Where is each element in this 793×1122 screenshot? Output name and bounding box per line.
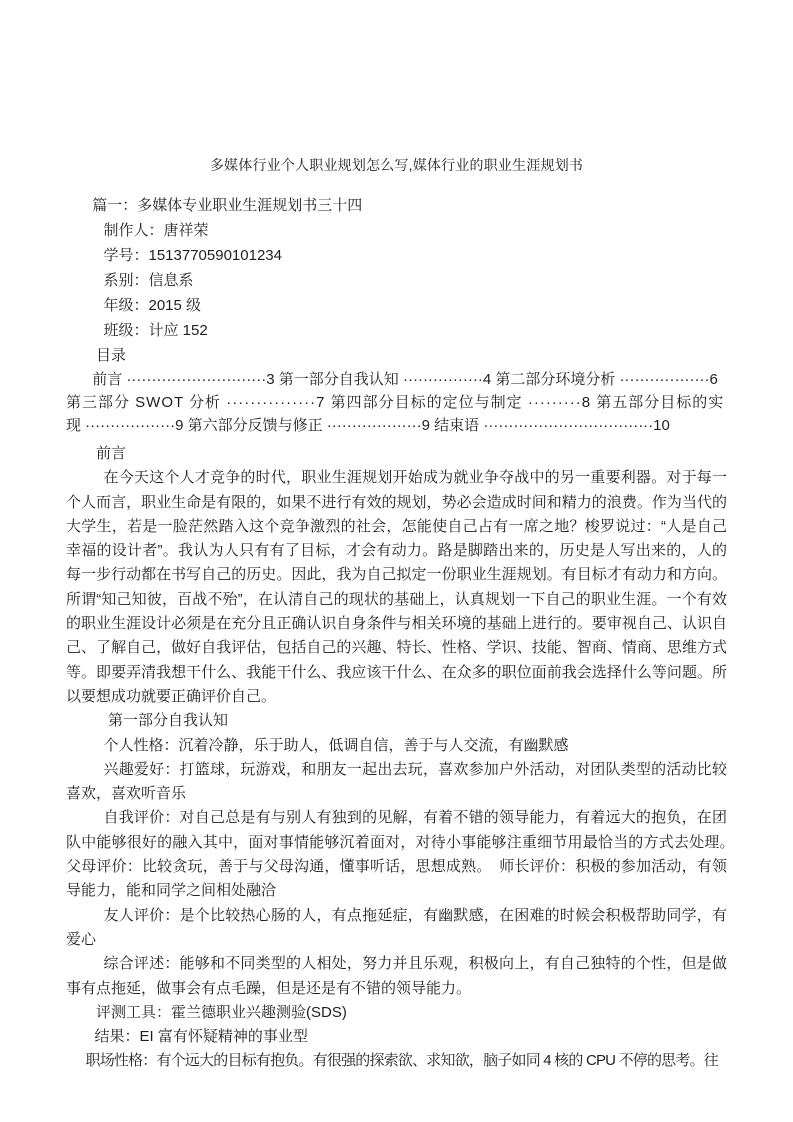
department-line: 系别：信息系 xyxy=(103,272,194,289)
part1-heading: 第一部分自我认知 xyxy=(108,712,229,730)
class-line: 班级：计应 152 xyxy=(103,322,208,339)
personality-paragraph: 个人性格：沉着冷静，乐于助人，低调自信，善于与人交流，有幽默感 xyxy=(103,736,569,754)
toc-line-2: 第三部分 SWOT 分析 ···············7 第四部分目标的定位与制定 ·········8 第五部分目标的实 xyxy=(66,394,725,411)
preface-body: 在今天这个人才竞争的时代，职业生涯规划开始成为就业争夺战中的另一重要利器。对于每一个人而言，职业生命是有限的，如果不进行有效的规划，势必会造成时间和精力的浪费。作为当代的大学生，若是一脸茫然踏入这个竞争激烈的社会，怎能使自己占有一席之地？梭罗说过：“人是自己幸福的设计者”。我认为人只有有了目标，才会有动力。路是脚踏出来的，历史是人写出来的，人的每一步行动都在书写自己的历史。因此，我为自己拟定一份职业生涯规划。有目标才有动力和方向。所谓“知己知彼，百战不殆”，在认清自己的现状的基础上，认真规划一下自己的职业生涯。一个有效的职业生涯设计必须是在充分且正确认识自身条件与相关环境的基础上进行的。要审视自己、认识自己、了解自己，做好自我评估，包括自己的兴趣、特长、性格、学识、技能、智商、情商、思维方式等。即要弄清我想干什么、我能干什么、我应该干什么、在众多的职位面前我会选择什么等问题。所以要想成功就要正确评价自己。 xyxy=(66,469,727,705)
result-paragraph: 结果：EI 富有怀疑精神的事业型 xyxy=(94,1028,308,1046)
toc-heading: 目录 xyxy=(96,347,127,364)
overall-review-paragraph: 综合评述：能够和不同类型的人相处，努力并且乐观，积极向上，有自己独特的个性，但是做事有点拖延，做事会有点毛躁，但是还是有不错的领导能力。 xyxy=(66,955,727,997)
assessment-tool-paragraph: 评测工具：霍兰德职业兴趣测验(SDS) xyxy=(96,1003,347,1021)
work-personality-paragraph: 职场性格：有个远大的目标有抱负。有很强的探索欲、求知欲，脑子如同 4 核的 CPU 不停的思考。往 xyxy=(85,1052,718,1070)
self-evaluation-paragraph: 自我评价：对自己总是有与别人有独到的见解，有着不错的领导能力，有着远大的抱负，在团队中能够很好的融入其中，面对事情能够沉着面对，对待小事能够注重细节用最恰当的方式去处理。 父母评价：比较贪玩，善于与父母沟通，懂事听话，思想成熟。 师长评价：积极的参加活动，有领导能力，能和同学之间相处融洽 xyxy=(66,809,743,900)
grade-line: 年级：2015 级 xyxy=(103,297,202,314)
toc-line-1: 前言 ····························3 第一部分自我认知 ················4 第二部分环境分析 ··················6 xyxy=(92,371,718,388)
part-label: 篇一：多媒体专业职业生涯规划书三十四 xyxy=(92,197,363,214)
preface-heading: 前言 xyxy=(96,445,127,462)
friends-evaluation-paragraph: 友人评价：是个比较热心肠的人，有点拖延症，有幽默感，在困难的时候会积极帮助同学，有爱心 xyxy=(66,906,727,948)
toc-line-3: 现 ··················9 第六部分反馈与修正 ···················9 结束语 ··································10 xyxy=(66,417,670,434)
document-title: 多媒体行业个人职业规划怎么写,媒体行业的职业生涯规划书 xyxy=(209,157,584,173)
student-id-line: 学号：1513770590101234 xyxy=(103,247,282,264)
hobbies-paragraph: 兴趣爱好：打篮球，玩游戏，和朋友一起出去玩，喜欢参加户外活动，对团队类型的活动比较喜欢，喜欢听音乐 xyxy=(66,760,727,803)
creator-line: 制作人：唐祥荣 xyxy=(103,222,209,239)
